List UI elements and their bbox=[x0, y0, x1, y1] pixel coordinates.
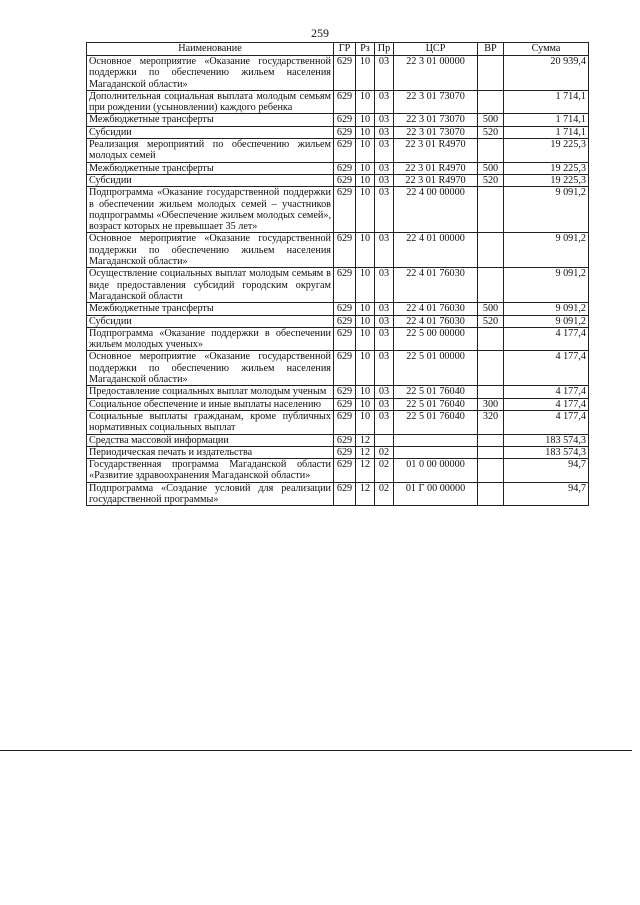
cell-csr: 22 5 01 76040 bbox=[394, 398, 478, 410]
cell-sum: 4 177,4 bbox=[504, 386, 589, 398]
header-vr: ВР bbox=[478, 43, 504, 56]
cell-name: Социальное обеспечение и иные выплаты населению bbox=[87, 398, 334, 410]
cell-vr bbox=[478, 187, 504, 233]
cell-gr: 629 bbox=[334, 268, 356, 303]
cell-csr: 22 4 01 76030 bbox=[394, 315, 478, 327]
cell-gr: 629 bbox=[334, 459, 356, 483]
cell-gr: 629 bbox=[334, 410, 356, 434]
cell-rz: 10 bbox=[356, 139, 375, 163]
cell-rz: 10 bbox=[356, 233, 375, 268]
cell-sum: 9 091,2 bbox=[504, 187, 589, 233]
footer-divider bbox=[0, 750, 632, 751]
cell-pr: 03 bbox=[375, 315, 394, 327]
cell-csr bbox=[394, 446, 478, 458]
table-row bbox=[87, 56, 589, 91]
cell-sum: 94,7 bbox=[504, 482, 589, 506]
cell-name: Межбюджетные трансферты bbox=[87, 303, 334, 315]
cell-sum: 94,7 bbox=[504, 459, 589, 483]
cell-rz: 10 bbox=[356, 90, 375, 114]
cell-sum: 19 225,3 bbox=[504, 162, 589, 174]
cell-csr: 22 3 01 00000 bbox=[394, 56, 478, 91]
table-row bbox=[87, 139, 589, 163]
cell-rz: 10 bbox=[356, 303, 375, 315]
cell-vr: 520 bbox=[478, 126, 504, 138]
cell-name: Межбюджетные трансферты bbox=[87, 114, 334, 126]
cell-vr bbox=[478, 386, 504, 398]
cell-gr: 629 bbox=[334, 233, 356, 268]
cell-gr: 629 bbox=[334, 174, 356, 186]
cell-rz: 10 bbox=[356, 315, 375, 327]
page-number: 259 bbox=[311, 26, 329, 40]
cell-pr: 03 bbox=[375, 90, 394, 114]
cell-name: Дополнительная социальная выплата молодым семьям при рождении (усыновлении) каждого ребенка bbox=[87, 90, 334, 114]
header-name: Наименование bbox=[87, 43, 334, 56]
cell-pr: 03 bbox=[375, 327, 394, 351]
cell-vr bbox=[478, 434, 504, 446]
cell-csr: 01 Г 00 00000 bbox=[394, 482, 478, 506]
cell-gr: 629 bbox=[334, 162, 356, 174]
cell-sum: 1 714,1 bbox=[504, 90, 589, 114]
cell-rz: 12 bbox=[356, 434, 375, 446]
cell-csr: 22 5 01 76040 bbox=[394, 386, 478, 398]
cell-pr: 03 bbox=[375, 187, 394, 233]
table-row bbox=[87, 233, 589, 268]
cell-name: Предоставление социальных выплат молодым ученым bbox=[87, 386, 334, 398]
cell-csr: 22 5 01 76040 bbox=[394, 410, 478, 434]
table-row bbox=[87, 410, 589, 434]
cell-vr: 500 bbox=[478, 114, 504, 126]
cell-gr: 629 bbox=[334, 90, 356, 114]
cell-gr: 629 bbox=[334, 482, 356, 506]
cell-gr: 629 bbox=[334, 386, 356, 398]
cell-sum: 4 177,4 bbox=[504, 410, 589, 434]
cell-vr: 520 bbox=[478, 315, 504, 327]
table-row bbox=[87, 482, 589, 506]
table-row bbox=[87, 90, 589, 114]
cell-vr: 300 bbox=[478, 398, 504, 410]
cell-pr: 02 bbox=[375, 482, 394, 506]
cell-pr: 03 bbox=[375, 233, 394, 268]
cell-vr bbox=[478, 233, 504, 268]
cell-csr: 22 4 01 76030 bbox=[394, 268, 478, 303]
cell-gr: 629 bbox=[334, 434, 356, 446]
cell-gr: 629 bbox=[334, 446, 356, 458]
cell-csr: 22 4 01 00000 bbox=[394, 233, 478, 268]
cell-pr: 03 bbox=[375, 126, 394, 138]
table-row bbox=[87, 398, 589, 410]
cell-name: Подпрограмма «Оказание поддержки в обеспечении жильем молодых ученых» bbox=[87, 327, 334, 351]
table-row bbox=[87, 315, 589, 327]
cell-csr: 22 3 01 73070 bbox=[394, 126, 478, 138]
cell-csr: 22 5 00 00000 bbox=[394, 327, 478, 351]
cell-rz: 10 bbox=[356, 386, 375, 398]
table-row bbox=[87, 446, 589, 458]
cell-csr: 22 3 01 R4970 bbox=[394, 139, 478, 163]
cell-pr: 03 bbox=[375, 386, 394, 398]
cell-sum: 19 225,3 bbox=[504, 139, 589, 163]
table-header-row bbox=[87, 43, 589, 56]
cell-rz: 12 bbox=[356, 482, 375, 506]
cell-name: Подпрограмма «Оказание государственной поддержки в обеспечении жильем молодых семей – участников подпрограммы «Обеспечение жильем молодых семей», возраст которых не превышает 35 лет» bbox=[87, 187, 334, 233]
cell-vr bbox=[478, 90, 504, 114]
cell-name: Социальные выплаты гражданам, кроме публичных нормативных социальных выплат bbox=[87, 410, 334, 434]
table-row bbox=[87, 327, 589, 351]
cell-rz: 10 bbox=[356, 126, 375, 138]
cell-vr: 520 bbox=[478, 174, 504, 186]
cell-sum: 4 177,4 bbox=[504, 398, 589, 410]
cell-name: Осуществление социальных выплат молодым семьям в виде предоставления субсидий городским округам Магаданской области bbox=[87, 268, 334, 303]
cell-vr bbox=[478, 351, 504, 386]
cell-name: Средства массовой информации bbox=[87, 434, 334, 446]
cell-name: Субсидии bbox=[87, 126, 334, 138]
cell-sum: 183 574,3 bbox=[504, 434, 589, 446]
cell-pr: 03 bbox=[375, 351, 394, 386]
cell-vr bbox=[478, 446, 504, 458]
cell-gr: 629 bbox=[334, 398, 356, 410]
cell-gr: 629 bbox=[334, 56, 356, 91]
cell-pr: 03 bbox=[375, 410, 394, 434]
cell-pr: 03 bbox=[375, 398, 394, 410]
cell-rz: 10 bbox=[356, 187, 375, 233]
cell-sum: 4 177,4 bbox=[504, 351, 589, 386]
header-pr: Пр bbox=[375, 43, 394, 56]
table-row bbox=[87, 114, 589, 126]
table-row bbox=[87, 162, 589, 174]
cell-csr: 22 4 00 00000 bbox=[394, 187, 478, 233]
cell-csr: 22 3 01 R4970 bbox=[394, 162, 478, 174]
cell-rz: 10 bbox=[356, 162, 375, 174]
cell-gr: 629 bbox=[334, 327, 356, 351]
budget-table bbox=[86, 42, 589, 506]
table-row bbox=[87, 386, 589, 398]
cell-rz: 10 bbox=[356, 268, 375, 303]
cell-vr bbox=[478, 139, 504, 163]
cell-sum: 4 177,4 bbox=[504, 327, 589, 351]
table-row bbox=[87, 459, 589, 483]
cell-sum: 183 574,3 bbox=[504, 446, 589, 458]
cell-pr: 03 bbox=[375, 303, 394, 315]
cell-name: Основное мероприятие «Оказание государственной поддержки по обеспечению жильем населения Магаданской области» bbox=[87, 351, 334, 386]
cell-rz: 12 bbox=[356, 446, 375, 458]
cell-gr: 629 bbox=[334, 139, 356, 163]
cell-sum: 20 939,4 bbox=[504, 56, 589, 91]
cell-gr: 629 bbox=[334, 187, 356, 233]
cell-sum: 1 714,1 bbox=[504, 126, 589, 138]
table-row bbox=[87, 174, 589, 186]
cell-gr: 629 bbox=[334, 126, 356, 138]
cell-csr: 01 0 00 00000 bbox=[394, 459, 478, 483]
cell-name: Субсидии bbox=[87, 315, 334, 327]
header-rz: Рз bbox=[356, 43, 375, 56]
cell-gr: 629 bbox=[334, 315, 356, 327]
cell-csr: 22 3 01 73070 bbox=[394, 90, 478, 114]
cell-pr bbox=[375, 434, 394, 446]
table-body bbox=[87, 56, 589, 506]
cell-gr: 629 bbox=[334, 303, 356, 315]
cell-vr bbox=[478, 459, 504, 483]
cell-vr bbox=[478, 56, 504, 91]
cell-rz: 10 bbox=[356, 398, 375, 410]
cell-rz: 12 bbox=[356, 459, 375, 483]
table-row bbox=[87, 268, 589, 303]
cell-pr: 03 bbox=[375, 114, 394, 126]
cell-csr: 22 5 01 00000 bbox=[394, 351, 478, 386]
header-sum: Сумма bbox=[504, 43, 589, 56]
cell-vr: 500 bbox=[478, 303, 504, 315]
cell-pr: 02 bbox=[375, 459, 394, 483]
cell-sum: 19 225,3 bbox=[504, 174, 589, 186]
cell-rz: 10 bbox=[356, 174, 375, 186]
cell-name: Основное мероприятие «Оказание государственной поддержки по обеспечению жильем населения Магаданской области» bbox=[87, 233, 334, 268]
cell-name: Государственная программа Магаданской области «Развитие здравоохранения Магаданской области» bbox=[87, 459, 334, 483]
table-row bbox=[87, 351, 589, 386]
cell-rz: 10 bbox=[356, 114, 375, 126]
cell-name: Основное мероприятие «Оказание государственной поддержки по обеспечению жильем населения Магаданской области» bbox=[87, 56, 334, 91]
cell-pr: 02 bbox=[375, 446, 394, 458]
header-csr: ЦСР bbox=[394, 43, 478, 56]
cell-vr bbox=[478, 327, 504, 351]
cell-pr: 03 bbox=[375, 174, 394, 186]
cell-sum: 9 091,2 bbox=[504, 268, 589, 303]
cell-rz: 10 bbox=[356, 56, 375, 91]
table-row bbox=[87, 126, 589, 138]
cell-rz: 10 bbox=[356, 410, 375, 434]
cell-csr: 22 4 01 76030 bbox=[394, 303, 478, 315]
table-row bbox=[87, 187, 589, 233]
cell-pr: 03 bbox=[375, 162, 394, 174]
cell-pr: 03 bbox=[375, 139, 394, 163]
cell-csr: 22 3 01 73070 bbox=[394, 114, 478, 126]
cell-csr bbox=[394, 434, 478, 446]
cell-rz: 10 bbox=[356, 327, 375, 351]
cell-name: Периодическая печать и издательства bbox=[87, 446, 334, 458]
cell-pr: 03 bbox=[375, 268, 394, 303]
cell-sum: 9 091,2 bbox=[504, 303, 589, 315]
cell-name: Субсидии bbox=[87, 174, 334, 186]
cell-rz: 10 bbox=[356, 351, 375, 386]
table-row bbox=[87, 303, 589, 315]
cell-name: Реализация мероприятий по обеспечению жильем молодых семей bbox=[87, 139, 334, 163]
cell-pr: 03 bbox=[375, 56, 394, 91]
cell-name: Подпрограмма «Создание условий для реализации государственной программы» bbox=[87, 482, 334, 506]
cell-vr: 500 bbox=[478, 162, 504, 174]
cell-vr bbox=[478, 482, 504, 506]
cell-gr: 629 bbox=[334, 351, 356, 386]
cell-vr: 320 bbox=[478, 410, 504, 434]
cell-sum: 9 091,2 bbox=[504, 315, 589, 327]
cell-sum: 1 714,1 bbox=[504, 114, 589, 126]
cell-gr: 629 bbox=[334, 114, 356, 126]
header-gr: ГР bbox=[334, 43, 356, 56]
cell-name: Межбюджетные трансферты bbox=[87, 162, 334, 174]
cell-csr: 22 3 01 R4970 bbox=[394, 174, 478, 186]
cell-sum: 9 091,2 bbox=[504, 233, 589, 268]
cell-vr bbox=[478, 268, 504, 303]
table-row bbox=[87, 434, 589, 446]
